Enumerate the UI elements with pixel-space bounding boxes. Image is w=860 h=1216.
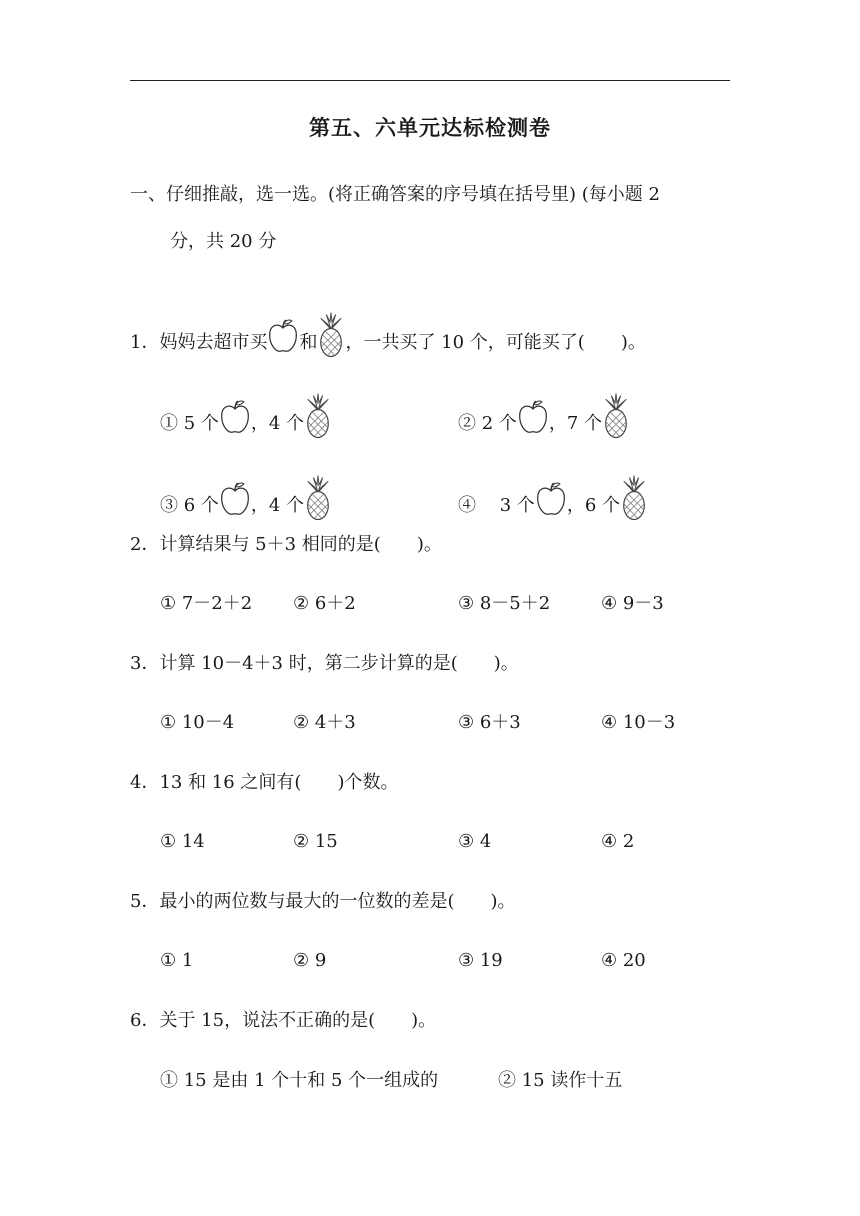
question-5-stem: 5．最小的两位数与最大的一位数的差是( )。 [130,891,516,912]
q6-option-2: ② 15 读作十五 [498,1070,623,1091]
section-heading-line2: 分，共 20 分 [170,231,277,252]
page-title: 第五、六单元达标检测卷 [309,116,551,140]
q5-option-1: ① 1 [160,950,194,971]
q1-option-3-count-a: ③ 6 个 [160,495,219,516]
pineapple-icon [602,393,630,439]
q5-option-4: ④ 20 [601,950,646,971]
pineapple-icon [304,475,332,521]
q2-option-2: ② 6＋2 [293,593,356,614]
q1-option-1-count-a: ① 5 个 [160,413,219,434]
q6-option-1: ① 15 是由 1 个十和 5 个一组成的 [160,1070,439,1091]
question-2-stem: 2．计算结果与 5＋3 相同的是( )。 [130,534,442,555]
q1-option-3 [160,475,332,521]
header-rule [130,80,730,81]
q2-option-4: ④ 9－3 [601,593,664,614]
apple-icon [517,399,549,435]
q4-option-3: ③ 4 [458,831,492,852]
q3-option-3: ③ 6＋3 [458,712,521,733]
q1-option-4-count-b: ，6 个 [566,495,621,516]
q4-option-2: ② 15 [293,831,338,852]
apple-icon [219,399,251,435]
apple-icon [267,318,299,354]
q4-option-1: ① 14 [160,831,205,852]
section-heading-line1: 一、仔细推敲，选一选。(将正确答案的序号填在括号里) (每小题 2 [130,184,660,205]
apple-icon [535,481,567,517]
question-1-stem [130,312,646,358]
q2-option-3: ③ 8－5＋2 [458,593,551,614]
q1-option-2-count-a: ② 2 个 [458,413,517,434]
q5-option-2: ② 9 [293,950,327,971]
q5-option-3: ③ 19 [458,950,503,971]
question-4-stem: 4．13 和 16 之间有( )个数。 [130,772,399,793]
q1-stem-part3: ，一共买了 10 个，可能买了( )。 [345,332,646,353]
q1-option-3-count-b: ，4 个 [250,495,305,516]
q1-stem-part2: 和 [299,332,318,353]
q1-option-4 [458,475,648,521]
pineapple-icon [620,475,648,521]
q1-option-2-count-b: ，7 个 [548,413,603,434]
q3-option-4: ④ 10－3 [601,712,676,733]
q3-option-1: ① 10－4 [160,712,235,733]
q1-option-2 [458,393,630,439]
pineapple-icon [317,312,345,358]
q2-option-1: ① 7－2＋2 [160,593,253,614]
q1-stem-part1: 1．妈妈去超市买 [130,332,268,353]
q4-option-4: ④ 2 [601,831,635,852]
q1-option-1-count-b: ，4 个 [250,413,305,434]
apple-icon [219,481,251,517]
pineapple-icon [304,393,332,439]
q1-option-4-count-a: ④ 3 个 [458,495,535,516]
q1-option-1 [160,393,332,439]
q3-option-2: ② 4＋3 [293,712,356,733]
question-3-stem: 3．计算 10－4＋3 时，第二步计算的是( )。 [130,653,519,674]
question-6-stem: 6．关于 15，说法不正确的是( )。 [130,1010,437,1031]
